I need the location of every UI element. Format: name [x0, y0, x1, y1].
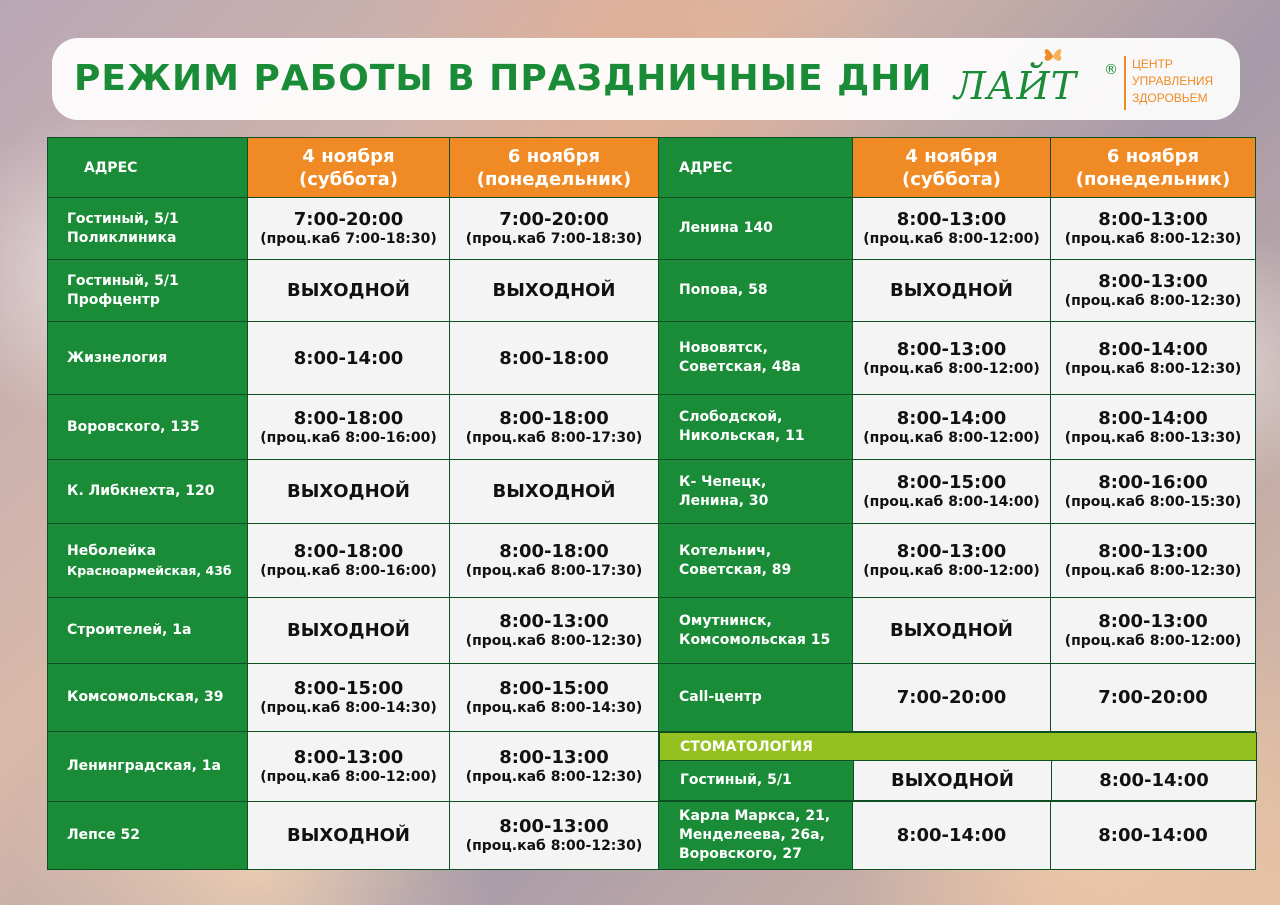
- hours-cell: [248, 322, 450, 395]
- address-line: Попова, 58: [679, 282, 768, 298]
- address-line: Ленина, 30: [679, 492, 769, 509]
- address-column-header: АДРЕС: [659, 138, 853, 198]
- hours-cell: [1051, 664, 1256, 732]
- hours-cell: [450, 664, 659, 732]
- hours-procedure: (проц.каб 8:00-12:30): [1064, 563, 1242, 579]
- address-line: Ленина 140: [679, 220, 773, 236]
- address-cell: [48, 664, 248, 732]
- address-line: Строителей, 1а: [67, 622, 192, 638]
- address-line: Воровского, 135: [67, 418, 200, 435]
- address-line: Поликлиника: [67, 229, 177, 246]
- stomatology-section: [659, 732, 1256, 802]
- hours-main: 8:00-13:00: [1098, 209, 1208, 230]
- hours-main: 8:00-18:00: [293, 407, 404, 429]
- hours-cell: [248, 395, 450, 460]
- header-banner: [52, 38, 1240, 120]
- address-cell: [48, 395, 248, 460]
- address-cell: [48, 802, 248, 870]
- address-cell: [659, 260, 853, 322]
- address-cell: [659, 802, 853, 870]
- hours-cell: [248, 664, 450, 732]
- hours-main: 8:00-14:00: [1099, 770, 1209, 791]
- address-cell: [48, 322, 248, 395]
- hours-cell: [450, 260, 659, 322]
- hours-procedure: (проц.каб 8:00-12:30): [465, 838, 643, 854]
- table-row: [48, 198, 1256, 260]
- address-cell: [48, 198, 248, 260]
- schedule-table-body: [48, 138, 1256, 870]
- table-row: [48, 260, 1256, 322]
- hours-procedure: (проц.каб 8:00-14:30): [260, 700, 437, 716]
- hours-procedure: (проц.каб 8:00-12:30): [1064, 231, 1242, 247]
- address-line: Call-центр: [679, 689, 762, 705]
- hours-procedure: (проц.каб 8:00-14:00): [863, 494, 1040, 510]
- hours-main: 8:00-14:00: [1098, 825, 1208, 846]
- address-cell: [659, 598, 853, 664]
- hours-cell: [1051, 524, 1256, 598]
- date-column-header: [248, 138, 450, 198]
- hours-main: ВЫХОДНОЙ: [286, 620, 410, 641]
- logo-subtitle-line: ЦЕНТР: [1132, 57, 1173, 71]
- hours-procedure: (проц.каб 8:00-13:30): [1064, 429, 1242, 446]
- day-label: (суббота): [299, 168, 398, 190]
- date-label: 4 ноября: [302, 145, 395, 167]
- address-line: Лепсе 52: [67, 827, 140, 843]
- butterfly-icon: [1042, 46, 1064, 66]
- table-row: [48, 732, 1256, 802]
- hours-main: 8:00-15:00: [499, 678, 609, 699]
- hours-main: ВЫХОДНОЙ: [286, 280, 410, 301]
- hours-main: 8:00-16:00: [1098, 472, 1208, 493]
- hours-cell: [1052, 761, 1257, 801]
- address-cell: [660, 761, 854, 801]
- hours-procedure: (проц.каб 8:00-17:30): [465, 429, 643, 446]
- hours-main: ВЫХОДНОЙ: [286, 825, 410, 846]
- date-label: 6 ноября: [507, 145, 601, 167]
- hours-main: 8:00-14:00: [896, 407, 1007, 429]
- table-row: [48, 664, 1256, 732]
- hours-main: 8:00-13:00: [896, 541, 1007, 562]
- hours-procedure: (проц.каб 8:00-12:30): [465, 769, 643, 785]
- hours-procedure: (проц.каб 8:00-12:00): [863, 429, 1040, 446]
- hours-main: 8:00-18:00: [499, 407, 609, 429]
- date-column-header: [853, 138, 1051, 198]
- hours-main: 7:00-20:00: [293, 209, 404, 230]
- address-cell: [48, 598, 248, 664]
- hours-cell: [248, 260, 450, 322]
- address-cell: [659, 460, 853, 524]
- hours-main: 8:00-18:00: [293, 541, 404, 562]
- address-cell: [659, 198, 853, 260]
- hours-cell: [450, 395, 659, 460]
- hours-cell: [248, 460, 450, 524]
- address-column-header: АДРЕС: [48, 138, 248, 198]
- hours-main: 8:00-15:00: [293, 678, 404, 699]
- hours-main: 7:00-20:00: [896, 687, 1007, 708]
- day-label: (суббота): [902, 168, 1001, 190]
- hours-main: 8:00-15:00: [896, 472, 1007, 493]
- hours-procedure: (проц.каб 8:00-12:30): [1064, 293, 1242, 309]
- hours-cell: [1051, 598, 1256, 664]
- hours-cell: [450, 322, 659, 395]
- hours-main: 8:00-13:00: [1098, 611, 1208, 632]
- logo-subtitle-line: ЗДОРОВЬЕМ: [1132, 91, 1208, 105]
- hours-cell: [450, 732, 659, 802]
- table-row: [660, 761, 1257, 801]
- day-label: (понедельник): [1075, 168, 1231, 190]
- hours-procedure: (проц.каб 7:00-18:30): [465, 231, 643, 247]
- hours-cell: [248, 524, 450, 598]
- hours-procedure: (проц.каб 8:00-12:00): [1064, 633, 1242, 649]
- hours-cell: [853, 260, 1051, 322]
- hours-cell: [853, 322, 1051, 395]
- stomatology-label: СТОМАТОЛОГИЯ: [660, 733, 1257, 761]
- hours-cell: [248, 802, 450, 870]
- hours-procedure: (проц.каб 8:00-12:30): [465, 633, 643, 649]
- address-line: Ленинградская, 1а: [67, 758, 221, 774]
- table-row: [48, 322, 1256, 395]
- hours-main: 8:00-14:00: [896, 825, 1007, 846]
- hours-main: 8:00-13:00: [1098, 271, 1208, 292]
- date-column-header: [1051, 138, 1256, 198]
- hours-cell: [853, 802, 1051, 870]
- hours-cell: [853, 198, 1051, 260]
- hours-procedure: (проц.каб 8:00-14:30): [465, 700, 643, 716]
- address-line: Воровского, 27: [679, 846, 802, 862]
- hours-main: 7:00-20:00: [1098, 687, 1208, 708]
- address-line: Гостиный, 5/1: [67, 210, 179, 227]
- address-cell: [48, 732, 248, 802]
- date-column-header: [450, 138, 659, 198]
- address-line: Советская, 89: [679, 561, 792, 578]
- hours-cell: [450, 524, 659, 598]
- address-line: Комсомольская 15: [679, 631, 831, 648]
- logo-divider: [1124, 56, 1126, 110]
- address-cell: [48, 260, 248, 322]
- hours-main: 8:00-13:00: [896, 209, 1007, 230]
- table-row: [48, 524, 1256, 598]
- hours-cell: [248, 598, 450, 664]
- hours-procedure: (проц.каб 8:00-16:00): [260, 563, 437, 579]
- hours-cell: [450, 460, 659, 524]
- address-line: Красноармейская, 43б: [67, 562, 232, 578]
- hours-main: ВЫХОДНОЙ: [286, 481, 410, 502]
- hours-main: 8:00-13:00: [1098, 541, 1208, 562]
- hours-cell: [1051, 395, 1256, 460]
- hours-cell: [248, 198, 450, 260]
- address-cell: [659, 524, 853, 598]
- day-label: (понедельник): [476, 168, 632, 190]
- hours-cell: [1051, 802, 1256, 870]
- address-cell: [659, 322, 853, 395]
- hours-main: 8:00-13:00: [499, 816, 609, 837]
- hours-cell: [1051, 198, 1256, 260]
- logo-subtitle-line: УПРАВЛЕНИЯ: [1132, 74, 1214, 88]
- address-line: Омутнинск,: [679, 612, 772, 629]
- hours-main: 8:00-14:00: [1098, 338, 1208, 360]
- hours-cell: [1051, 260, 1256, 322]
- hours-cell: [853, 524, 1051, 598]
- address-cell: [48, 460, 248, 524]
- logo-word: ЛАЙТ: [954, 64, 1077, 108]
- address-line: Профцентр: [67, 291, 160, 308]
- logo-registered-mark: ®: [1104, 62, 1118, 78]
- date-label: 6 ноября: [1106, 145, 1200, 167]
- hours-procedure: (проц.каб 8:00-12:00): [260, 769, 437, 785]
- address-cell: [659, 664, 853, 732]
- address-line: Котельнич,: [679, 542, 772, 559]
- address-line: Гостиный, 5/1: [680, 772, 792, 788]
- hours-procedure: (проц.каб 8:00-17:30): [465, 563, 643, 579]
- hours-cell: [853, 664, 1051, 732]
- logo-subtitle: [1132, 56, 1213, 107]
- hours-cell: [853, 395, 1051, 460]
- table-row: [48, 598, 1256, 664]
- hours-main: ВЫХОДНОЙ: [890, 770, 1014, 791]
- hours-main: ВЫХОДНОЙ: [492, 280, 616, 301]
- address-line: Жизнелогия: [67, 349, 168, 366]
- hours-main: 8:00-18:00: [499, 347, 609, 369]
- hours-procedure: (проц.каб 8:00-15:30): [1064, 494, 1242, 510]
- hours-cell: [450, 802, 659, 870]
- brand-logo: [952, 46, 1232, 116]
- hours-main: 8:00-13:00: [499, 611, 609, 632]
- hours-cell: [853, 460, 1051, 524]
- address-line: Слободской,: [679, 409, 783, 425]
- address-line: Нововятск,: [679, 340, 768, 356]
- address-line: Советская, 48а: [679, 359, 801, 375]
- hours-cell: [450, 598, 659, 664]
- hours-main: 8:00-13:00: [499, 747, 609, 768]
- hours-cell: [854, 761, 1052, 801]
- hours-main: 7:00-20:00: [499, 209, 609, 230]
- hours-cell: [853, 598, 1051, 664]
- table-row: [48, 802, 1256, 870]
- hours-procedure: (проц.каб 8:00-16:00): [260, 429, 437, 446]
- address-line: Гостиный, 5/1: [67, 272, 179, 289]
- hours-main: ВЫХОДНОЙ: [889, 280, 1013, 301]
- address-line: Никольская, 11: [679, 428, 805, 444]
- hours-cell: [1051, 322, 1256, 395]
- hours-main: 8:00-13:00: [896, 338, 1007, 360]
- page-title: РЕЖИМ РАБОТЫ В ПРАЗДНИЧНЫЕ ДНИ: [74, 58, 933, 99]
- table-row: [48, 395, 1256, 460]
- address-line: Неболейка: [67, 542, 157, 559]
- address-line: Карла Маркса, 21,: [679, 808, 831, 824]
- hours-main: 8:00-13:00: [293, 747, 404, 768]
- schedule-table: [47, 137, 1256, 870]
- hours-main: 8:00-18:00: [499, 541, 609, 562]
- hours-cell: [248, 732, 450, 802]
- address-line: Комсомольская, 39: [67, 689, 224, 705]
- address-cell: [659, 395, 853, 460]
- address-line: К. Либкнехта, 120: [67, 483, 215, 499]
- date-label: 4 ноября: [905, 145, 998, 167]
- hours-procedure: (проц.каб 7:00-18:30): [260, 231, 437, 247]
- header-row: [48, 138, 1256, 198]
- hours-main: ВЫХОДНОЙ: [889, 620, 1013, 641]
- hours-procedure: (проц.каб 8:00-12:30): [1064, 360, 1242, 377]
- address-cell: [48, 524, 248, 598]
- address-line: Менделеева, 26а,: [679, 827, 825, 843]
- hours-procedure: (проц.каб 8:00-12:00): [863, 360, 1040, 377]
- table-row: [48, 460, 1256, 524]
- hours-procedure: (проц.каб 8:00-12:00): [863, 563, 1040, 579]
- hours-cell: [450, 198, 659, 260]
- hours-main: 8:00-14:00: [1098, 407, 1208, 429]
- address-line: К- Чепецк,: [679, 473, 767, 490]
- hours-main: 8:00-14:00: [293, 347, 404, 369]
- hours-cell: [1051, 460, 1256, 524]
- stomatology-header-row: [660, 733, 1257, 761]
- hours-procedure: (проц.каб 8:00-12:00): [863, 231, 1040, 247]
- hours-main: ВЫХОДНОЙ: [492, 481, 616, 502]
- stomatology-table: [659, 732, 1257, 801]
